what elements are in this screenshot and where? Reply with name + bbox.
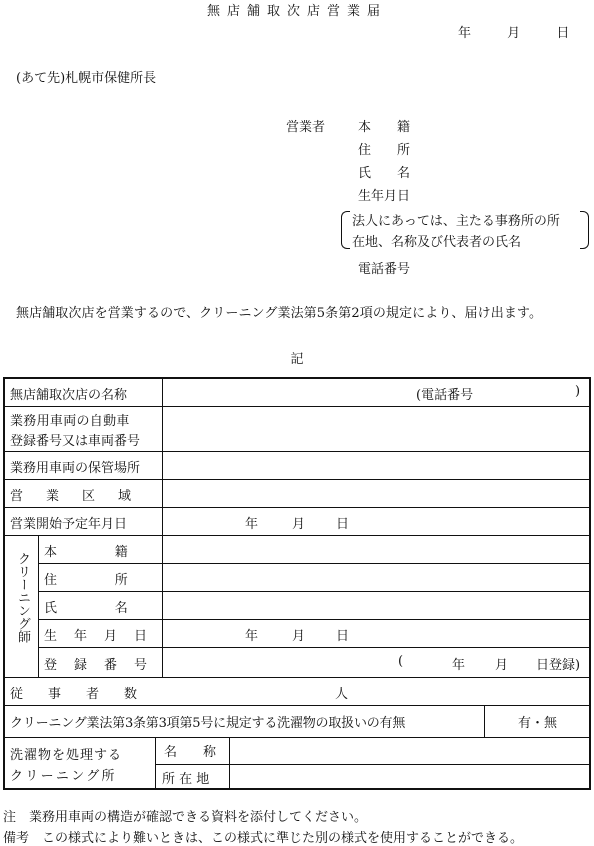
date-year: 年 [458,26,472,41]
processing-shop-location-field[interactable] [233,767,585,787]
statement: 無店舗取次店を営業するので、クリーニング業法第5条第2項の規定により、届け出ます。 [16,306,543,321]
cleaner-registration-label: 登 録 番 号 [44,658,150,673]
remarks: 備考 この様式により難いときは、この様式に準じた別の様式を使用することができる。 [3,831,524,846]
row-line [5,677,589,678]
row-line [155,764,589,765]
cleaner-address-field[interactable] [165,566,585,588]
applicant-name: 氏 名 [358,166,411,181]
cleaner-label: クリーニング師 [15,552,30,643]
processing-shop-name-label: 名 称 [164,745,217,760]
applicant-birthdate: 生年月日 [358,189,411,204]
processing-shop-label-1: 洗濯物を処理する [10,748,123,763]
applicant-domicile: 本 籍 [358,120,411,135]
employees-label: 従 事 者 数 [10,687,144,702]
shop-name-label: 無店舗取次店の名称 [10,388,128,403]
phone-open: (電話番号 [416,388,474,403]
note: 注 業務用車両の構造が確認できる資料を添付してください。 [3,810,368,825]
row-line [5,479,589,480]
date-day: 日 [556,26,570,41]
employees-unit: 人 [335,687,349,702]
processing-shop-label-2: クリーニング所 [10,769,117,784]
registration-open: ( [398,654,404,669]
row-line [5,507,589,508]
registration-suffix: 日登録) [536,658,581,673]
applicant-phone: 電話番号 [358,262,411,277]
row-line [38,591,589,592]
start-date-label: 営業開始予定年月日 [10,517,128,532]
bracket-right [580,211,589,249]
corporate-note-line2: 在地、名称及び代表者の氏名 [352,235,522,250]
cleaner-birth-month: 月 [292,629,306,644]
special-handling-label: クリーニング業法第3条第3項第5号に規定する洗濯物の取扱いの有無 [10,716,406,731]
start-date-month: 月 [292,517,306,532]
row-line [38,619,589,620]
vehicle-number-label-1: 業務用車両の自動車 [10,414,130,429]
business-area-field[interactable] [165,482,585,504]
cleaner-birth-year: 年 [245,629,259,644]
row-line [5,406,589,407]
row-line [38,647,589,648]
vehicle-number-label-2: 登録番号又は車両番号 [10,434,141,449]
cleaner-name-field[interactable] [165,594,585,616]
addressee: (あて先)札幌市保健所長 [16,71,157,86]
processing-shop-name-field[interactable] [233,740,585,762]
row-line [5,451,589,452]
form-title: 無店舗取次店営業届 [206,4,387,19]
applicant-address: 住 所 [358,143,411,158]
row-line [5,705,589,706]
form-table [3,377,591,790]
vehicle-number-field[interactable] [165,409,585,449]
col-line [484,705,485,737]
date-month: 月 [507,26,521,41]
start-date-day: 日 [336,517,350,532]
shop-name-field[interactable] [165,381,405,403]
applicant-label: 営業者 [286,120,326,135]
bracket-left [341,211,350,249]
business-area-label: 営 業 区 域 [10,489,137,504]
cleaner-domicile-field[interactable] [165,538,585,560]
row-line [5,535,589,536]
registration-year: 年 [452,658,466,673]
special-handling-value[interactable]: 有・無 [518,716,558,731]
vehicle-storage-label: 業務用車両の保管場所 [10,461,141,476]
cleaner-birthdate-label: 生 年 月 日 [44,629,150,644]
vehicle-storage-field[interactable] [165,454,585,476]
registration-month: 月 [495,658,509,673]
col-line [229,737,230,788]
phone-close: ) [575,384,581,399]
submission-date [458,22,569,41]
cleaner-domicile-label: 本 籍 [44,545,127,560]
ki-heading: 記 [290,352,304,367]
row-line [38,563,589,564]
start-date-year: 年 [245,517,259,532]
corporate-note-line1: 法人にあっては、主たる事務所の所 [352,214,560,229]
col-line [162,379,163,677]
col-line [38,535,39,677]
processing-shop-location-label: 所 在 地 [162,772,210,787]
cleaner-address-label: 住 所 [44,573,127,588]
cleaner-birth-day: 日 [336,629,350,644]
row-line [5,737,589,738]
cleaner-name-label: 氏 名 [44,601,127,616]
col-line [155,737,156,788]
